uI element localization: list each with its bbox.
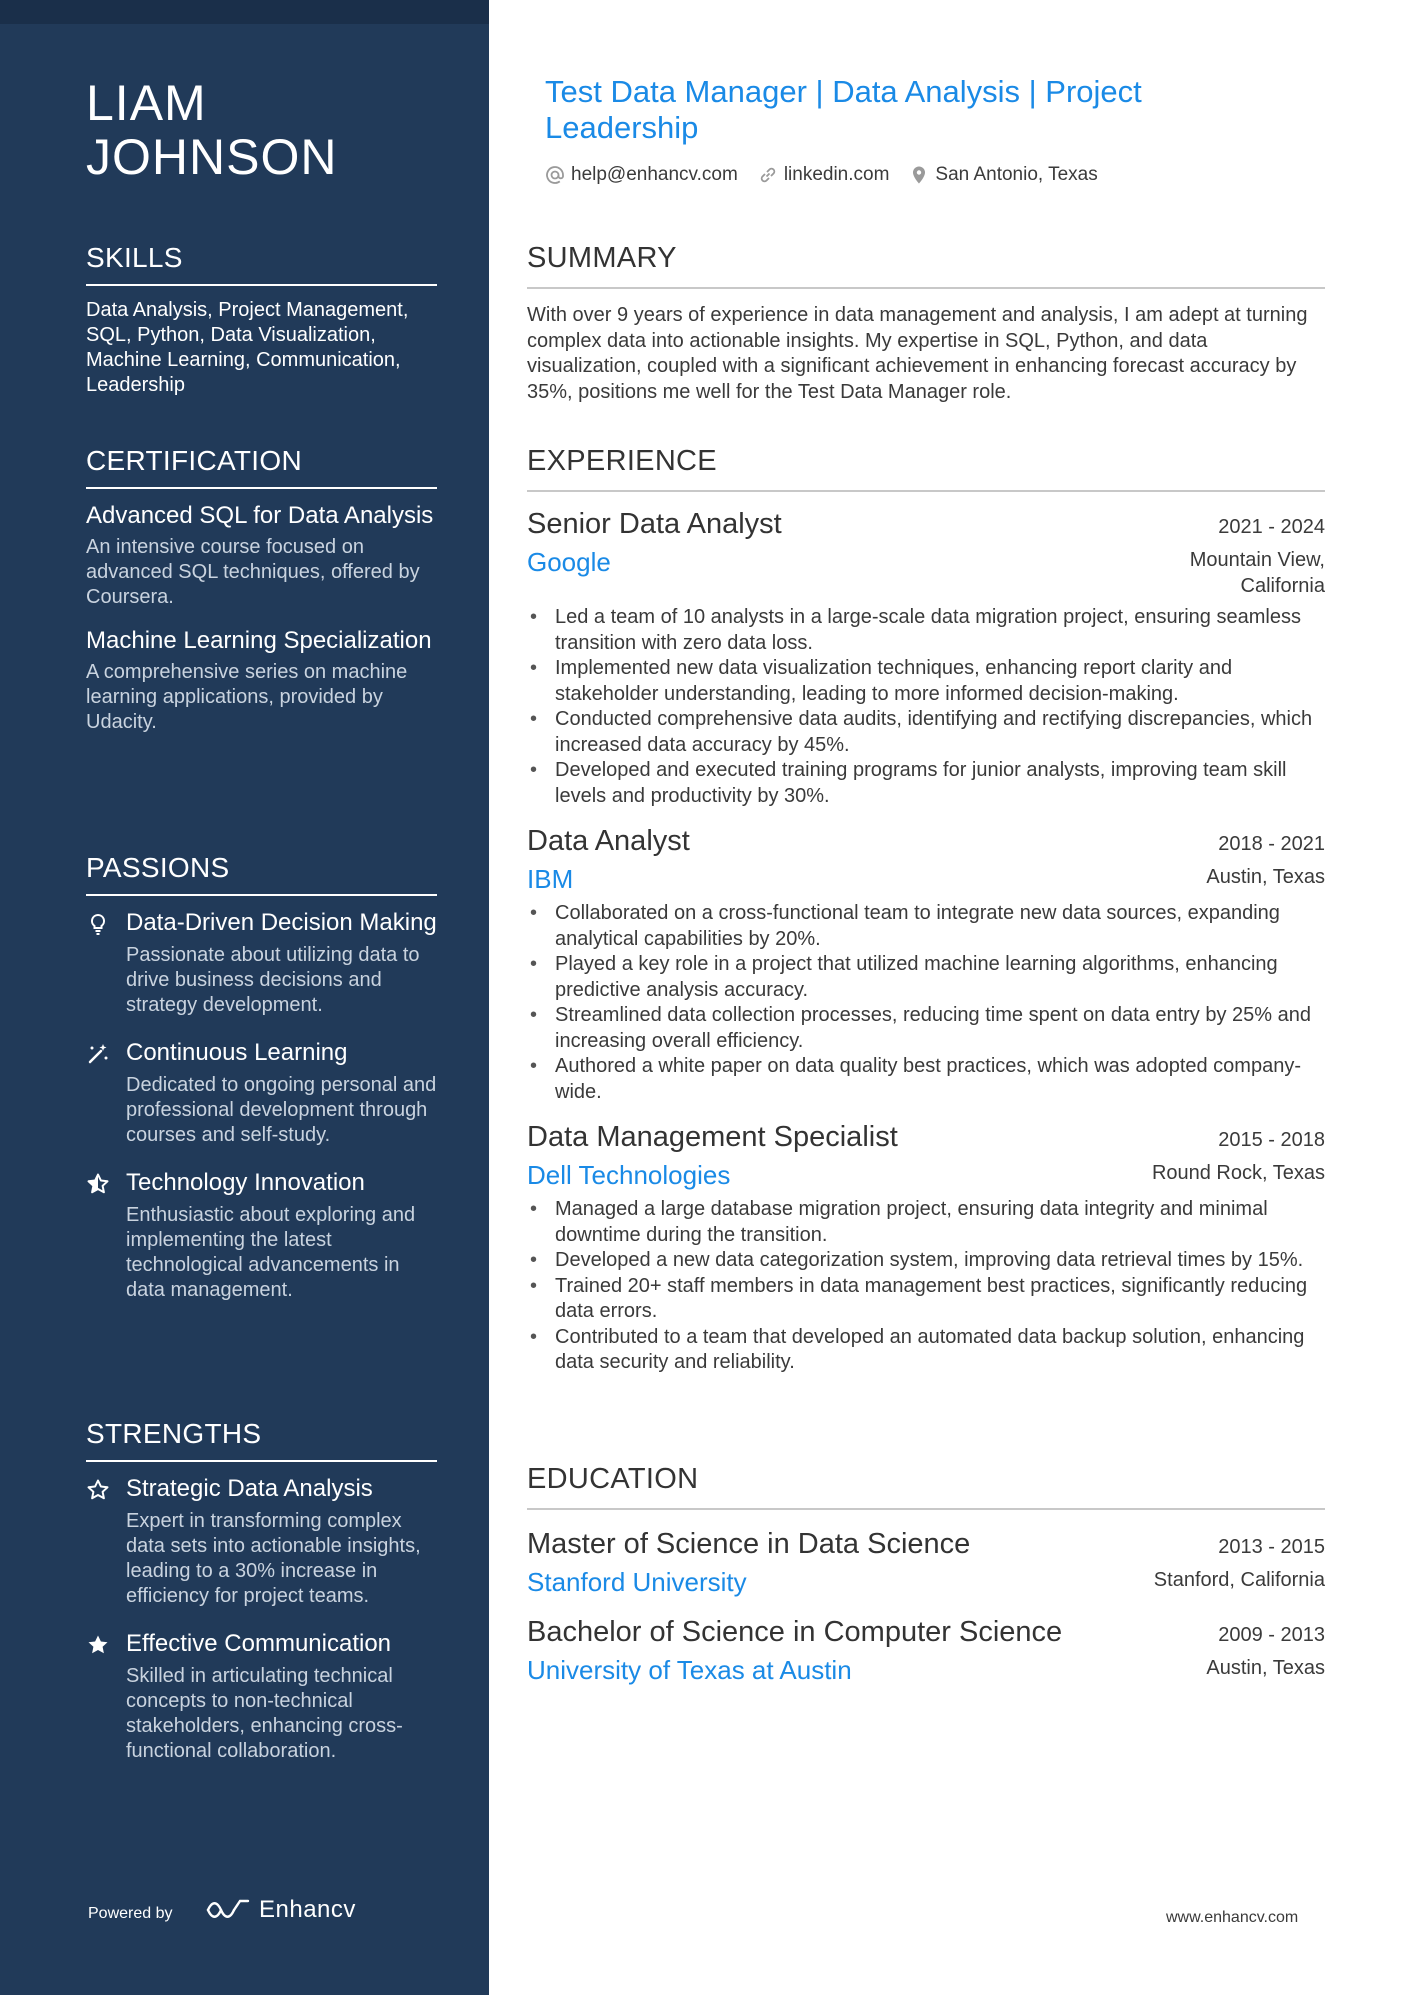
company-name: Google xyxy=(527,547,611,577)
certification-item-title: Advanced SQL for Data Analysis xyxy=(86,502,434,529)
passion-item-desc: Passionate about utilizing data to drive business decisions and strategy development. xyxy=(126,944,420,1016)
passion-item-title: Data-Driven Decision Making xyxy=(126,909,437,936)
job-location: Austin, Texas xyxy=(1206,866,1325,888)
job-title: Data Analyst xyxy=(527,825,690,857)
education-title: EDUCATION xyxy=(527,1463,1325,1510)
job-bullets xyxy=(527,901,1325,1105)
education-dates: 2013 - 2015 xyxy=(1218,1536,1325,1558)
link-icon xyxy=(758,165,778,185)
bullet-item: • Developed a new data categorization system, improving data retrieval times by 15%. xyxy=(527,1248,1325,1274)
company-name: Dell Technologies xyxy=(527,1160,731,1190)
contact-linkedin[interactable] xyxy=(758,164,890,186)
bullet-item: • Implemented new data visualization techniques, enhancing report clarity and stakeholder understanding, leading to more informed decision-making. xyxy=(527,656,1325,707)
contact-location xyxy=(909,164,1097,186)
school-name: Stanford University xyxy=(527,1567,747,1597)
strengths-title: STRENGTHS xyxy=(86,1418,437,1462)
first-name: LIAM xyxy=(86,75,207,131)
bullet-item: • Developed and executed training programs for junior analysts, improving team skill levels and productivity by 30%. xyxy=(527,758,1325,809)
education-location: Stanford, California xyxy=(1153,1569,1325,1591)
contact-email[interactable] xyxy=(545,164,738,186)
experience-section xyxy=(527,445,1325,1376)
enhancv-brand-name: Enhancv xyxy=(259,1896,356,1923)
summary-title: SUMMARY xyxy=(527,242,1325,289)
strength-item-desc: Expert in transforming complex data sets into actionable insights, leading to a 30% increase in efficiency for project teams. xyxy=(126,1510,421,1607)
passions-title: PASSIONS xyxy=(86,852,437,896)
strength-item-title: Effective Communication xyxy=(126,1630,392,1657)
passion-item xyxy=(86,908,437,1018)
strength-item-desc: Skilled in articulating technical concepts to non-technical stakeholders, enhancing cross-functional collaboration. xyxy=(126,1665,403,1762)
footer-website-link[interactable]: www.enhancv.com xyxy=(1166,1909,1299,1926)
sidebar-top-bar xyxy=(0,0,489,24)
contact-location-text: San Antonio, Texas xyxy=(935,164,1098,185)
location-pin-icon xyxy=(909,165,929,185)
education-location: Austin, Texas xyxy=(1206,1657,1325,1679)
job-bullets xyxy=(527,605,1325,809)
passion-item-title: Technology Innovation xyxy=(126,1169,365,1196)
passion-item xyxy=(86,1168,437,1303)
bullet-item: • Trained 20+ staff members in data management best practices, significantly reducing data errors. xyxy=(527,1274,1325,1325)
certification-section xyxy=(86,445,437,735)
passions-section xyxy=(86,852,437,1303)
enhancv-logo-icon xyxy=(205,1897,251,1923)
contact-bar xyxy=(545,164,1118,186)
last-name: JOHNSON xyxy=(86,129,338,185)
star-half-icon xyxy=(86,1172,110,1196)
candidate-name xyxy=(86,76,466,184)
headline: Test Data Manager | Data Analysis | Project Leadership xyxy=(545,74,1142,145)
job-location: Round Rock, Texas xyxy=(1151,1162,1325,1184)
bullet-item: • Contributed to a team that developed an automated data backup solution, enhancing data security and reliability. xyxy=(527,1325,1325,1376)
bullet-item: • Authored a white paper on data quality best practices, which was adopted company-wide. xyxy=(527,1054,1325,1105)
education-section xyxy=(527,1463,1325,1686)
job-title: Senior Data Analyst xyxy=(527,508,782,540)
company-name: IBM xyxy=(527,864,574,894)
passion-item-desc: Enthusiastic about exploring and implementing the latest technological advancements in data management. xyxy=(126,1204,416,1301)
experience-title: EXPERIENCE xyxy=(527,445,1325,492)
skills-section xyxy=(86,242,437,398)
job-bullets xyxy=(527,1197,1325,1376)
at-icon xyxy=(545,165,565,185)
school-name: University of Texas at Austin xyxy=(527,1655,852,1685)
passion-item-desc: Dedicated to ongoing personal and professional development through courses and self-study. xyxy=(126,1074,437,1146)
certification-title: CERTIFICATION xyxy=(86,445,437,489)
skills-title: SKILLS xyxy=(86,242,437,286)
strength-item xyxy=(86,1474,437,1609)
powered-by-label: Powered by xyxy=(88,1905,173,1922)
magic-wand-icon xyxy=(86,1042,110,1066)
job-title: Data Management Specialist xyxy=(527,1121,898,1153)
job-entry xyxy=(527,508,1325,809)
bullet-item: • Conducted comprehensive data audits, identifying and rectifying discrepancies, which increased data accuracy by 45%. xyxy=(527,707,1325,758)
passion-item xyxy=(86,1038,437,1148)
education-entry xyxy=(527,1528,1325,1598)
job-entry xyxy=(527,1121,1325,1376)
certification-item xyxy=(86,501,437,610)
bullet-item: • Managed a large database migration project, ensuring data integrity and minimal downtime during the transition. xyxy=(527,1197,1325,1248)
strengths-section xyxy=(86,1418,437,1764)
education-dates: 2009 - 2013 xyxy=(1218,1624,1325,1646)
certification-item-desc: An intensive course focused on advanced SQL techniques, offered by Coursera. xyxy=(86,536,420,608)
certification-item-desc: A comprehensive series on machine learning applications, provided by Udacity. xyxy=(86,661,408,733)
sidebar xyxy=(0,0,489,1995)
strength-item xyxy=(86,1629,437,1764)
job-dates: 2018 - 2021 xyxy=(1218,833,1325,855)
degree-title: Bachelor of Science in Computer Science xyxy=(527,1616,1063,1648)
enhancv-logo[interactable] xyxy=(205,1896,356,1924)
job-dates: 2015 - 2018 xyxy=(1218,1129,1325,1151)
education-entry xyxy=(527,1616,1325,1686)
summary-text: With over 9 years of experience in data management and analysis, I am adept at turning complex data into actionable insights. My expertise in SQL, Python, and data visualization, coupled with a significant achievement in enhancing forecast accuracy by 35%, positions me well for the Test Data Manager role. xyxy=(527,304,1308,403)
bullet-item: • Collaborated on a cross-functional team to integrate new data sources, expanding analytical capabilities by 20%. xyxy=(527,901,1325,952)
certification-item xyxy=(86,626,437,735)
job-location: Mountain View, California xyxy=(1189,549,1325,597)
job-entry xyxy=(527,825,1325,1105)
certification-item-title: Machine Learning Specialization xyxy=(86,627,432,654)
star-filled-icon xyxy=(86,1633,110,1657)
bullet-item: • Led a team of 10 analysts in a large-scale data migration project, ensuring seamless transition with zero data loss. xyxy=(527,605,1325,656)
contact-linkedin-text: linkedin.com xyxy=(783,164,890,185)
bullet-item: • Streamlined data collection processes, reducing time spent on data entry by 25% and increasing overall efficiency. xyxy=(527,1003,1325,1054)
star-outline-icon xyxy=(86,1478,110,1502)
strength-item-title: Strategic Data Analysis xyxy=(126,1475,373,1502)
degree-title: Master of Science in Data Science xyxy=(527,1528,971,1560)
skills-list: Data Analysis, Project Management, SQL, Python, Data Visualization, Machine Learning, Communication, Leadership xyxy=(86,299,409,396)
job-dates: 2021 - 2024 xyxy=(1218,516,1325,538)
passion-item-title: Continuous Learning xyxy=(126,1039,348,1066)
contact-email-text: help@enhancv.com xyxy=(571,164,738,185)
summary-section xyxy=(527,242,1325,405)
bullet-item: • Played a key role in a project that utilized machine learning algorithms, enhancing predictive analysis accuracy. xyxy=(527,952,1325,1003)
lightbulb-icon xyxy=(86,912,110,936)
